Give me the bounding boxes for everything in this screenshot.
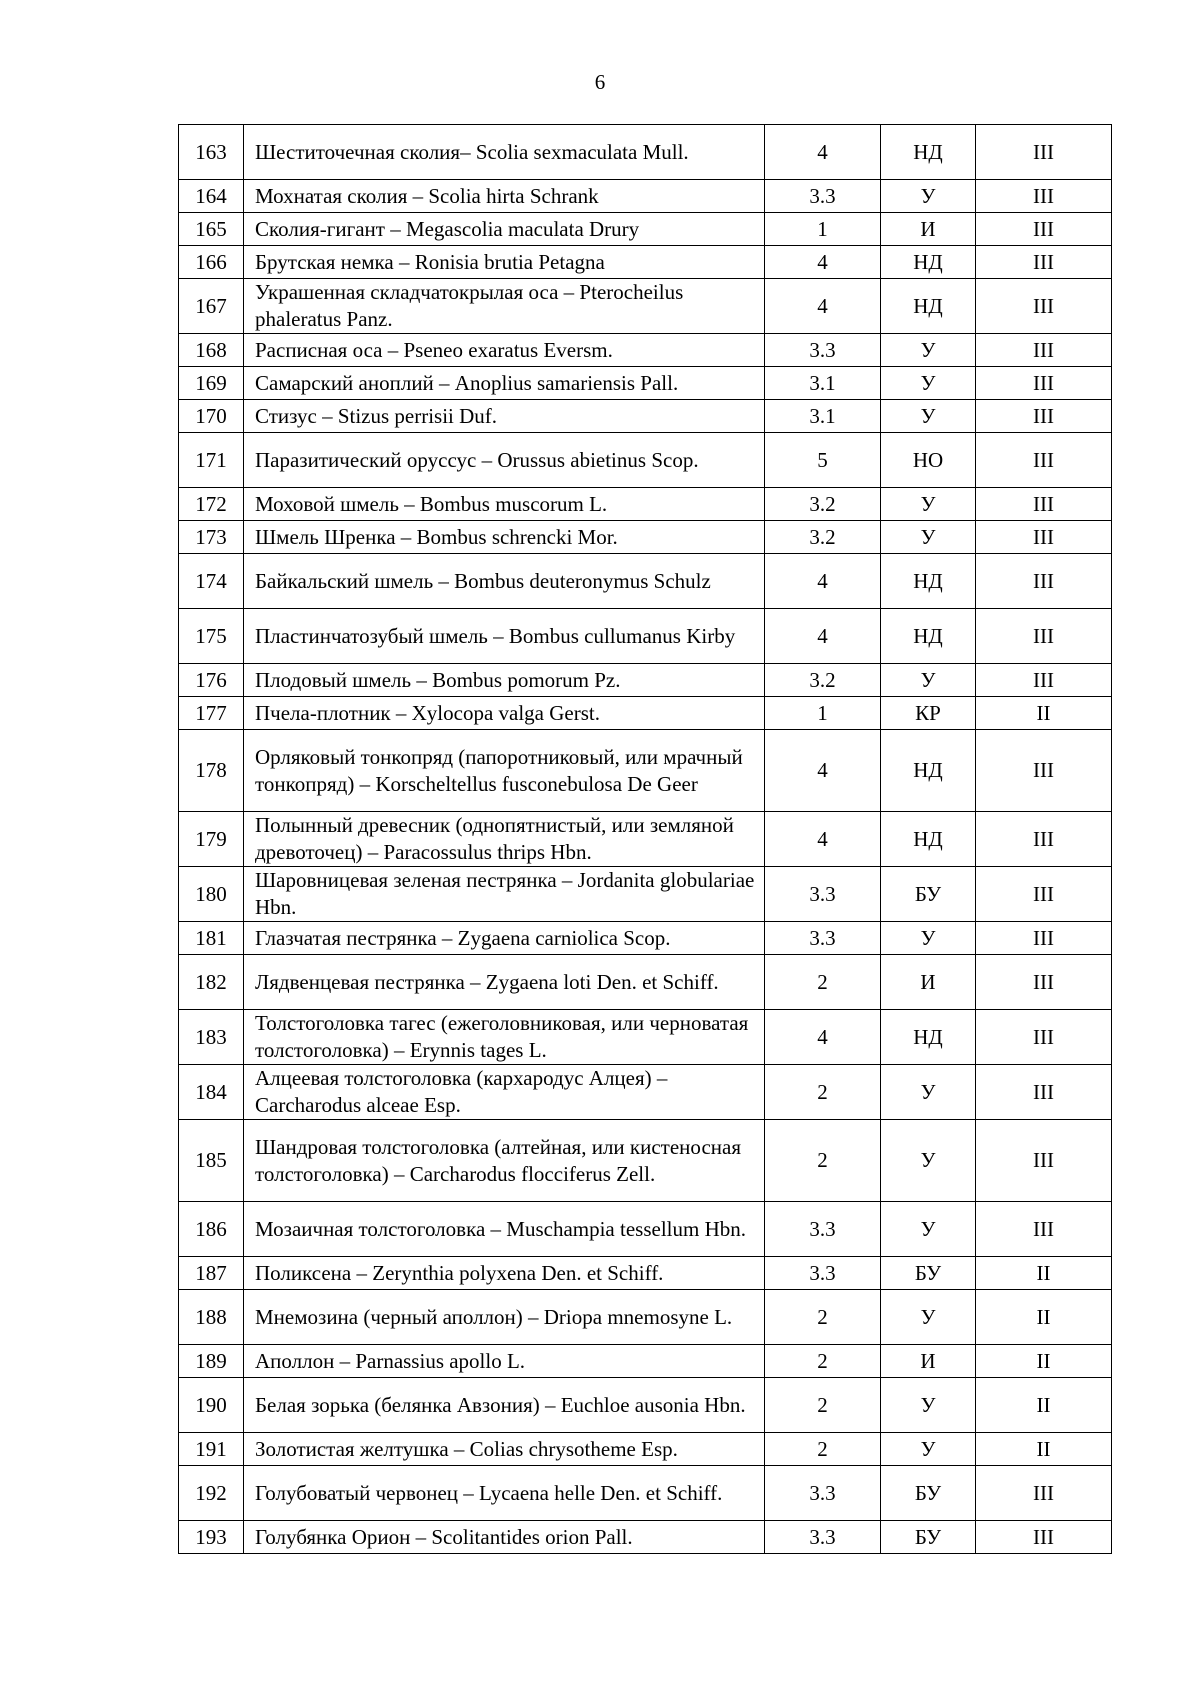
status-cell: У: [881, 400, 976, 433]
category-cell: 4: [765, 609, 881, 664]
level-cell: III: [976, 433, 1112, 488]
species-name: Шаровницевая зеленая пестрянка – Jordanita globulariae Hbn.: [244, 867, 765, 922]
category-cell: 3.3: [765, 1521, 881, 1554]
row-number: 170: [179, 400, 244, 433]
category-cell: 3.3: [765, 1202, 881, 1257]
level-cell: II: [976, 1378, 1112, 1433]
level-cell: III: [976, 334, 1112, 367]
species-name: Шеститочечная сколия– Scolia sexmaculata Mull.: [244, 125, 765, 180]
species-name: Белая зорька (белянка Авзония) – Euchloe ausonia Hbn.: [244, 1378, 765, 1433]
table-row: [179, 1290, 1112, 1345]
row-number: 165: [179, 213, 244, 246]
category-cell: 2: [765, 1345, 881, 1378]
species-name: Золотистая желтушка – Colias chrysotheme Esp.: [244, 1433, 765, 1466]
species-name: Стизус – Stizus perrisii Duf.: [244, 400, 765, 433]
category-cell: 3.3: [765, 1257, 881, 1290]
row-number: 184: [179, 1065, 244, 1120]
table-row: [179, 367, 1112, 400]
level-cell: III: [976, 279, 1112, 334]
row-number: 169: [179, 367, 244, 400]
table-row: [179, 433, 1112, 488]
level-cell: III: [976, 554, 1112, 609]
species-name: Украшенная складчатокрылая оса – Pterocheilus phaleratus Panz.: [244, 279, 765, 334]
status-cell: У: [881, 180, 976, 213]
row-number: 181: [179, 922, 244, 955]
category-cell: 2: [765, 955, 881, 1010]
level-cell: III: [976, 125, 1112, 180]
category-cell: 3.3: [765, 1466, 881, 1521]
species-table: [178, 124, 1112, 1554]
species-name: Расписная оса – Pseneo exaratus Eversm.: [244, 334, 765, 367]
status-cell: БУ: [881, 1521, 976, 1554]
level-cell: III: [976, 180, 1112, 213]
level-cell: III: [976, 1466, 1112, 1521]
species-name: Мохнатая сколия – Scolia hirta Schrank: [244, 180, 765, 213]
table-row: [179, 334, 1112, 367]
table-row: [179, 1065, 1112, 1120]
category-cell: 2: [765, 1378, 881, 1433]
level-cell: II: [976, 1290, 1112, 1345]
status-cell: НД: [881, 609, 976, 664]
species-name: Брутская немка – Ronisia brutia Petagna: [244, 246, 765, 279]
row-number: 175: [179, 609, 244, 664]
row-number: 174: [179, 554, 244, 609]
species-name: Полынный древесник (однопятнистый, или земляной древоточец) – Paracossulus thrips Hbn.: [244, 812, 765, 867]
species-name: Пластинчатозубый шмель – Bombus cullumanus Kirby: [244, 609, 765, 664]
table-row: [179, 1010, 1112, 1065]
table-row: [179, 1521, 1112, 1554]
row-number: 188: [179, 1290, 244, 1345]
row-number: 176: [179, 664, 244, 697]
row-number: 171: [179, 433, 244, 488]
status-cell: У: [881, 1378, 976, 1433]
level-cell: II: [976, 1433, 1112, 1466]
status-cell: НД: [881, 1010, 976, 1065]
status-cell: У: [881, 1433, 976, 1466]
table-row: [179, 279, 1112, 334]
row-number: 187: [179, 1257, 244, 1290]
species-name: Сколия-гигант – Megascolia maculata Drury: [244, 213, 765, 246]
row-number: 163: [179, 125, 244, 180]
status-cell: НД: [881, 125, 976, 180]
table-row: [179, 1202, 1112, 1257]
row-number: 192: [179, 1466, 244, 1521]
level-cell: III: [976, 664, 1112, 697]
category-cell: 3.3: [765, 922, 881, 955]
status-cell: НД: [881, 246, 976, 279]
table-row: [179, 1433, 1112, 1466]
row-number: 166: [179, 246, 244, 279]
status-cell: У: [881, 1065, 976, 1120]
status-cell: У: [881, 334, 976, 367]
level-cell: III: [976, 1065, 1112, 1120]
species-name: Толстоголовка тагес (ежеголовниковая, или черноватая толстоголовка) – Erynnis tages L.: [244, 1010, 765, 1065]
status-cell: НД: [881, 279, 976, 334]
row-number: 168: [179, 334, 244, 367]
category-cell: 4: [765, 812, 881, 867]
category-cell: 1: [765, 697, 881, 730]
category-cell: 1: [765, 213, 881, 246]
row-number: 178: [179, 730, 244, 812]
row-number: 193: [179, 1521, 244, 1554]
level-cell: III: [976, 812, 1112, 867]
table-row: [179, 400, 1112, 433]
table-row: [179, 922, 1112, 955]
status-cell: У: [881, 488, 976, 521]
species-name: Алцеевая толстоголовка (кархародус Алцея) – Carcharodus alceae Esp.: [244, 1065, 765, 1120]
row-number: 164: [179, 180, 244, 213]
level-cell: III: [976, 867, 1112, 922]
row-number: 172: [179, 488, 244, 521]
status-cell: КР: [881, 697, 976, 730]
species-name: Мнемозина (черный аполлон) – Driopa mnemosyne L.: [244, 1290, 765, 1345]
species-name: Голубянка Орион – Scolitantides orion Pall.: [244, 1521, 765, 1554]
table-row: [179, 246, 1112, 279]
status-cell: НО: [881, 433, 976, 488]
category-cell: 4: [765, 279, 881, 334]
level-cell: III: [976, 730, 1112, 812]
category-cell: 3.3: [765, 334, 881, 367]
table-row: [179, 1378, 1112, 1433]
table-row: [179, 730, 1112, 812]
status-cell: У: [881, 922, 976, 955]
table-row: [179, 521, 1112, 554]
table-body: [179, 125, 1112, 1554]
level-cell: III: [976, 400, 1112, 433]
table-row: [179, 812, 1112, 867]
status-cell: БУ: [881, 1257, 976, 1290]
category-cell: 3.3: [765, 867, 881, 922]
species-name: Мозаичная толстоголовка – Muschampia tessellum Hbn.: [244, 1202, 765, 1257]
status-cell: У: [881, 367, 976, 400]
status-cell: И: [881, 1345, 976, 1378]
status-cell: НД: [881, 812, 976, 867]
category-cell: 3.2: [765, 664, 881, 697]
species-name: Самарский аноплий – Anoplius samariensis Pall.: [244, 367, 765, 400]
table-row: [179, 213, 1112, 246]
level-cell: III: [976, 246, 1112, 279]
table-row: [179, 1345, 1112, 1378]
species-name: Поликсена – Zerynthia polyxena Den. et Schiff.: [244, 1257, 765, 1290]
category-cell: 4: [765, 730, 881, 812]
row-number: 191: [179, 1433, 244, 1466]
level-cell: III: [976, 609, 1112, 664]
row-number: 185: [179, 1120, 244, 1202]
category-cell: 3.3: [765, 180, 881, 213]
row-number: 177: [179, 697, 244, 730]
category-cell: 3.1: [765, 367, 881, 400]
table-row: [179, 664, 1112, 697]
status-cell: У: [881, 664, 976, 697]
species-name: Лядвенцевая пестрянка – Zygaena loti Den. et Schiff.: [244, 955, 765, 1010]
status-cell: БУ: [881, 1466, 976, 1521]
species-name: Пчела-плотник – Xylocopa valga Gerst.: [244, 697, 765, 730]
species-name: Голубоватый червонец – Lycaena helle Den. et Schiff.: [244, 1466, 765, 1521]
level-cell: III: [976, 213, 1112, 246]
row-number: 167: [179, 279, 244, 334]
level-cell: III: [976, 1521, 1112, 1554]
status-cell: И: [881, 955, 976, 1010]
level-cell: III: [976, 922, 1112, 955]
table-row: [179, 125, 1112, 180]
status-cell: И: [881, 213, 976, 246]
status-cell: У: [881, 1290, 976, 1345]
category-cell: 4: [765, 554, 881, 609]
category-cell: 2: [765, 1290, 881, 1345]
table-row: [179, 867, 1112, 922]
category-cell: 4: [765, 125, 881, 180]
row-number: 182: [179, 955, 244, 1010]
table-row: [179, 180, 1112, 213]
table-row: [179, 1257, 1112, 1290]
row-number: 186: [179, 1202, 244, 1257]
level-cell: III: [976, 1120, 1112, 1202]
level-cell: III: [976, 1202, 1112, 1257]
species-name: Шмель Шренка – Bombus schrencki Mor.: [244, 521, 765, 554]
category-cell: 2: [765, 1065, 881, 1120]
page-number: 6: [594, 70, 606, 94]
category-cell: 4: [765, 246, 881, 279]
table-row: [179, 697, 1112, 730]
row-number: 183: [179, 1010, 244, 1065]
species-name: Шандровая толстоголовка (алтейная, или кистеносная толстоголовка) – Carcharodus flocciferus Zell.: [244, 1120, 765, 1202]
category-cell: 2: [765, 1120, 881, 1202]
level-cell: III: [976, 488, 1112, 521]
category-cell: 5: [765, 433, 881, 488]
level-cell: III: [976, 367, 1112, 400]
status-cell: НД: [881, 554, 976, 609]
category-cell: 2: [765, 1433, 881, 1466]
category-cell: 3.2: [765, 488, 881, 521]
category-cell: 3.1: [765, 400, 881, 433]
status-cell: НД: [881, 730, 976, 812]
species-name: Орляковый тонкопряд (папоротниковый, или мрачный тонкопряд) – Korscheltellus fusconebulosa De Geer: [244, 730, 765, 812]
level-cell: II: [976, 1345, 1112, 1378]
row-number: 189: [179, 1345, 244, 1378]
status-cell: У: [881, 1120, 976, 1202]
table-row: [179, 955, 1112, 1010]
table-row: [179, 488, 1112, 521]
species-name: Плодовый шмель – Bombus pomorum Pz.: [244, 664, 765, 697]
row-number: 179: [179, 812, 244, 867]
level-cell: III: [976, 955, 1112, 1010]
table-row: [179, 1120, 1112, 1202]
category-cell: 4: [765, 1010, 881, 1065]
species-name: Паразитический оруссус – Orussus abietinus Scop.: [244, 433, 765, 488]
row-number: 190: [179, 1378, 244, 1433]
species-name: Моховой шмель – Bombus muscorum L.: [244, 488, 765, 521]
row-number: 180: [179, 867, 244, 922]
status-cell: БУ: [881, 867, 976, 922]
status-cell: У: [881, 521, 976, 554]
table-row: [179, 1466, 1112, 1521]
category-cell: 3.2: [765, 521, 881, 554]
level-cell: II: [976, 697, 1112, 730]
table-row: [179, 554, 1112, 609]
row-number: 173: [179, 521, 244, 554]
level-cell: III: [976, 521, 1112, 554]
species-name: Глазчатая пестрянка – Zygaena carniolica Scop.: [244, 922, 765, 955]
level-cell: III: [976, 1010, 1112, 1065]
status-cell: У: [881, 1202, 976, 1257]
species-name: Байкальский шмель – Bombus deuteronymus Schulz: [244, 554, 765, 609]
table-row: [179, 609, 1112, 664]
species-name: Аполлон – Parnassius apollo L.: [244, 1345, 765, 1378]
level-cell: II: [976, 1257, 1112, 1290]
